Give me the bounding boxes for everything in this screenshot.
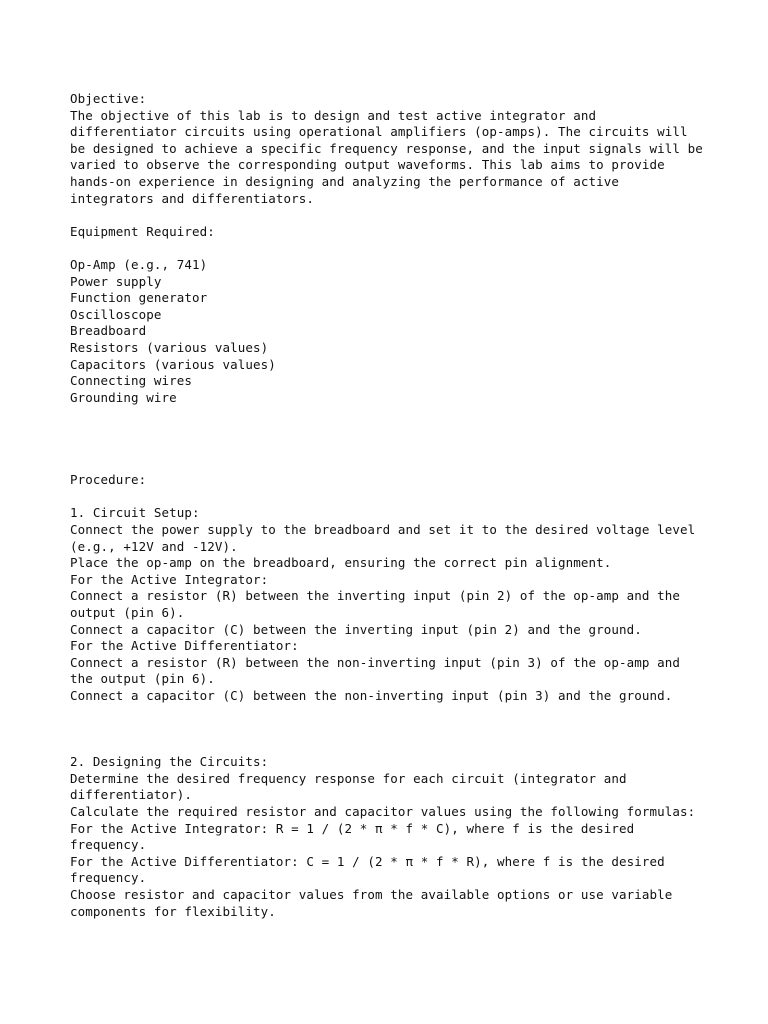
step2-line: frequency.	[70, 870, 147, 886]
equipment-section	[70, 224, 750, 407]
step1-line: (e.g., +12V and -12V).	[70, 538, 238, 554]
procedure-heading: Procedure:	[70, 472, 147, 488]
spacer	[70, 207, 750, 224]
objective-line: be designed to achieve a specific frequency response, and the input signals will be	[70, 140, 703, 156]
equipment-item: Function generator	[70, 290, 208, 306]
step2-line: Determine the desired frequency response for each circuit (integrator and	[70, 770, 627, 786]
step1-line: output (pin 6).	[70, 605, 185, 621]
step2-heading: 2. Designing the Circuits:	[70, 754, 269, 770]
objective-section	[70, 91, 750, 207]
step1-line: Connect a resistor (R) between the non-inverting input (pin 3) of the op-amp and	[70, 654, 681, 670]
step1-line: Place the op-amp on the breadboard, ensuring the correct pin alignment.	[70, 555, 612, 571]
equipment-item: Connecting wires	[70, 373, 193, 389]
objective-line: differentiator circuits using operational amplifiers (op-amps). The circuits will	[70, 124, 688, 140]
equipment-item: Capacitors (various values)	[70, 356, 276, 372]
step1-line: the output (pin 6).	[70, 671, 215, 687]
objective-line: hands-on experience in designing and analyzing the performance of active	[70, 173, 620, 189]
document-page	[70, 91, 750, 920]
objective-line: The objective of this lab is to design and test active integrator and	[70, 107, 597, 123]
step1-line: Connect a resistor (R) between the inverting input (pin 2) of the op-amp and the	[70, 588, 681, 604]
step1-line: Connect a capacitor (C) between the non-inverting input (pin 3) and the ground.	[70, 688, 673, 703]
step1-line: Connect the power supply to the breadboard and set it to the desired voltage level	[70, 522, 696, 538]
equipment-item: Grounding wire	[70, 389, 177, 405]
step2-line: For the Active Integrator: R = 1 / (2 * π * f * C), where f is the desired	[70, 820, 635, 836]
step2-line: components for flexibility.	[70, 903, 276, 919]
step1-heading: 1. Circuit Setup:	[70, 505, 200, 521]
step2-line: frequency.	[70, 837, 147, 853]
step2-line: Choose resistor and capacitor values from the available options or use variable	[70, 886, 673, 902]
step1-line: For the Active Differentiator:	[70, 638, 299, 654]
equipment-heading: Equipment Required:	[70, 223, 215, 239]
equipment-item: Oscilloscope	[70, 306, 162, 322]
spacer	[70, 705, 750, 755]
step2-line: For the Active Differentiator: C = 1 / (2 * π * f * R), where f is the desired	[70, 853, 665, 869]
procedure-section	[70, 472, 750, 920]
step1-line: Connect a capacitor (C) between the inverting input (pin 2) and the ground.	[70, 621, 642, 637]
spacer	[70, 489, 750, 506]
step1-line: For the Active Integrator:	[70, 571, 269, 587]
equipment-item: Power supply	[70, 273, 162, 289]
objective-line: integrators and differentiators.	[70, 190, 315, 206]
step2-line: differentiator).	[70, 787, 193, 803]
equipment-item: Op-Amp (e.g., 741)	[70, 256, 208, 272]
objective-line: varied to observe the corresponding output waveforms. This lab aims to provide	[70, 157, 665, 173]
equipment-item: Breadboard	[70, 323, 147, 339]
objective-heading: Objective:	[70, 91, 147, 106]
equipment-item: Resistors (various values)	[70, 339, 269, 355]
step2-line: Calculate the required resistor and capacitor values using the following formulas:	[70, 803, 696, 819]
spacer	[70, 240, 750, 257]
spacer	[70, 406, 750, 472]
